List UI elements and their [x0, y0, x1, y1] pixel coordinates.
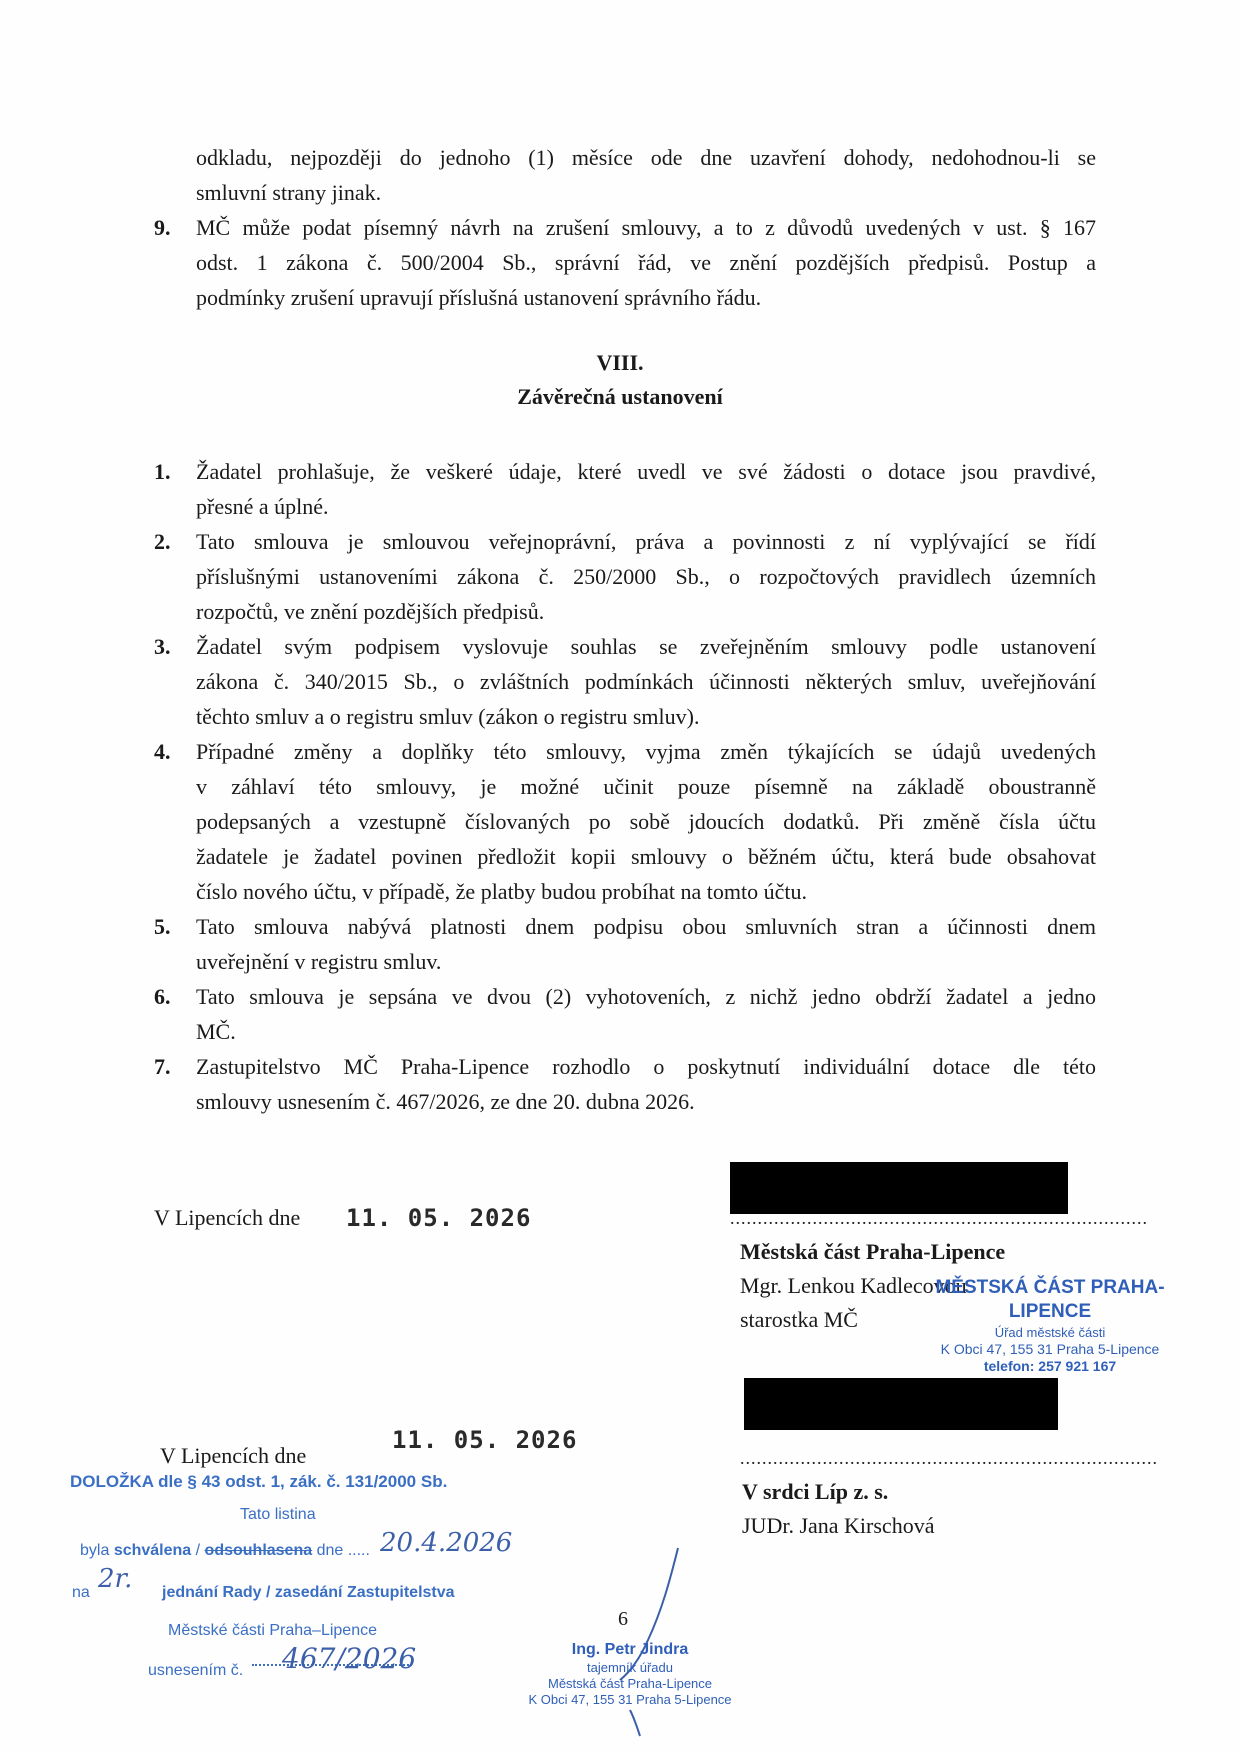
item-line: Tato smlouva nabývá platnosti dnem podpisu obou smluvních stran a účinnosti dnem [196, 914, 1096, 939]
signature-line: ............................................................................ [740, 1448, 1158, 1468]
item-line: Zastupitelstvo MČ Praha-Lipence rozhodlo o poskytnutí individuální dotace dle této [196, 1054, 1096, 1079]
page-number: 6 [618, 1608, 628, 1630]
dolozka-text: usnesením č. [148, 1662, 244, 1679]
office-stamp-line: K Obci 47, 155 31 Praha 5-Lipence [940, 1341, 1160, 1357]
item-line: příslušnými ustanoveními zákona č. 250/2000 Sb., o rozpočtových pravidlech územních [196, 564, 1096, 589]
secretary-stamp [520, 1640, 740, 1708]
item-line: Žadatel prohlašuje, že veškeré údaje, které uvedl ve své žádosti o dotace jsou pravdivé, [196, 459, 1096, 484]
item-line: Tato smlouva je smlouvou veřejnoprávní, práva a povinnosti z ní vyplývající se řídí [196, 529, 1096, 554]
secretary-role: tajemník úřadu [587, 1660, 673, 1675]
item-line: uveřejnění v registru smluv. [196, 949, 442, 974]
item-line: MČ. [196, 1019, 236, 1044]
item-line: Tato smlouva je sepsána ve dvou (2) vyhotoveních, z nichž jedno obdrží žadatel a jedno [196, 984, 1096, 1009]
item-number: 2. [154, 529, 171, 554]
handwritten-date: 20.4.2026 [380, 1528, 513, 1558]
office-stamp-line: Úřad městské části [994, 1325, 1106, 1340]
dolozka-text: jednání Rady / zasedání Zastupitelstva [162, 1584, 455, 1601]
item-line: smlouvy usnesením č. 467/2026, ze dne 20. dubna 2026. [196, 1089, 695, 1114]
handwritten-resolution: 467/2026 [282, 1642, 417, 1675]
item-line: číslo nového účtu, v případě, že platby budou probíhat na tomto účtu. [196, 879, 807, 904]
dolozka-approval-line: byla schválena / odsouhlasena dne ..... [80, 1542, 370, 1559]
paragraph-line: smluvní strany jinak. [196, 180, 382, 205]
dolozka-text: / [191, 1542, 205, 1559]
item-number: 5. [154, 914, 171, 939]
office-stamp [900, 1276, 1200, 1392]
dolozka-approved: schválena [113, 1542, 192, 1559]
item-line: přesné a úplné. [196, 494, 329, 519]
paragraph-line: odst. 1 zákona č. 500/2004 Sb., správní řád, ve znění pozdějších předpisů. Postup a [196, 250, 1096, 275]
item-line: v záhlaví této smlouvy, je možné učinit pouze písemně na základě oboustranně [196, 774, 1096, 799]
redaction-block [744, 1378, 1058, 1430]
handwritten-meeting-number: 2r. [98, 1564, 133, 1594]
place-date-label: V Lipencích dne [154, 1205, 301, 1230]
item-line: těchto smluv a o registru smluv (zákon o registru smluv). [196, 704, 700, 729]
dolozka-text: Městské části Praha–Lipence [168, 1622, 377, 1639]
redaction-block [730, 1162, 1068, 1214]
item-number: 6. [154, 984, 171, 1009]
party-name: V srdci Líp z. s. [742, 1479, 889, 1504]
dolozka-text: dne [312, 1542, 344, 1559]
dolozka-title: DOLOŽKA dle § 43 odst. 1, zák. č. 131/2000 Sb. [70, 1472, 448, 1491]
section-title: Závěrečná ustanovení [517, 384, 723, 409]
item-number: 3. [154, 634, 171, 659]
item-number: 9. [154, 215, 171, 240]
dolozka-line: Tato listina [240, 1506, 316, 1523]
office-stamp-line: MĚSTSKÁ ČÁST PRAHA-LIPENCE [935, 1277, 1165, 1322]
representative-name: Mgr. Lenkou Kadlecovou [740, 1273, 967, 1298]
party-name: Městská část Praha-Lipence [740, 1239, 1006, 1264]
item-line: Žadatel svým podpisem vyslovuje souhlas se zveřejněním smlouvy podle ustanovení [196, 634, 1096, 659]
secretary-address: K Obci 47, 155 31 Praha 5-Lipence [528, 1692, 732, 1707]
item-line: zákona č. 340/2015 Sb., o zvláštních podmínkách účinnosti některých smluv, uveřejňování [196, 669, 1096, 694]
item-line: Případné změny a doplňky této smlouvy, vyjma změn týkajících se údajů uvedených [196, 739, 1096, 764]
item-line: žadatele je žadatel povinen předložit kopii smlouvy o běžném účtu, která bude obsahovat [196, 844, 1096, 869]
dolozka-text: na [72, 1584, 90, 1601]
item-line: podepsaných a vzestupně číslovaných po sobě jdoucích dodatků. Při změně čísla účtu [196, 809, 1096, 834]
dolozka-struck: odsouhlasena [204, 1542, 313, 1559]
secretary-org: Městská část Praha-Lipence [547, 1676, 713, 1691]
secretary-name: Ing. Petr Jindra [571, 1641, 689, 1658]
representative-name: JUDr. Jana Kirschová [742, 1513, 935, 1538]
date-stamp: 11. 05. 2026 [392, 1426, 578, 1454]
paragraph-line: odkladu, nejpozději do jednoho (1) měsíce ode dne uzavření dohody, nedohodnou-li se [196, 145, 1096, 170]
signature-line: ............................................................................ [730, 1208, 1148, 1228]
item-number: 7. [154, 1054, 171, 1079]
paragraph-line: podmínky zrušení upravují příslušná ustanovení správního řádu. [196, 285, 762, 310]
date-stamp: 11. 05. 2026 [346, 1204, 532, 1232]
item-line: rozpočtů, ve znění pozdějších předpisů. [196, 599, 545, 624]
item-number: 1. [154, 459, 171, 484]
place-date-label: V Lipencích dne [160, 1443, 307, 1468]
office-stamp-line: telefon: 257 921 167 [983, 1358, 1117, 1374]
paragraph-line: MČ může podat písemný návrh na zrušení smlouvy, a to z důvodů uvedených v ust. § 167 [196, 215, 1096, 240]
section-number: VIII. [596, 350, 644, 375]
representative-role: starostka MČ [740, 1307, 858, 1332]
dolozka-text: byla [80, 1542, 110, 1559]
item-number: 4. [154, 739, 171, 764]
